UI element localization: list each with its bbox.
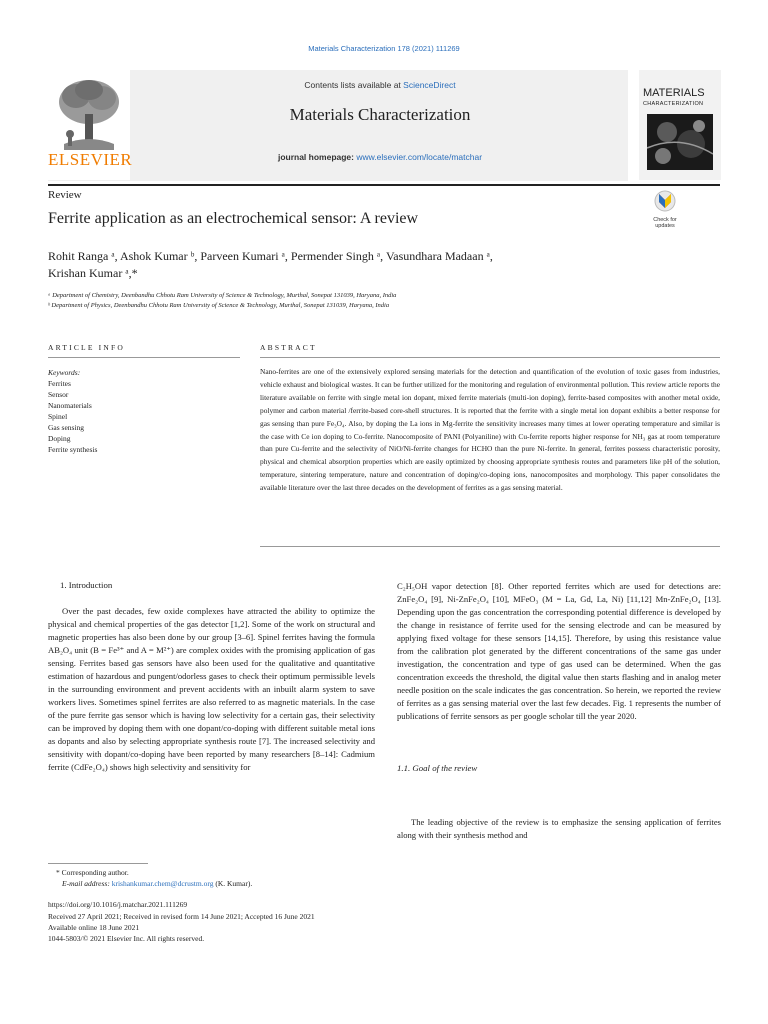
article-info-heading: ARTICLE INFO — [48, 343, 125, 352]
article-type: Review — [48, 189, 82, 201]
goal-heading: 1.1. Goal of the review — [397, 763, 478, 773]
goal-paragraph: The leading objective of the review is to emphasize the sensing application of ferrites along with their synthesis method and — [397, 817, 721, 840]
contents-prefix: Contents lists available at — [304, 80, 404, 90]
keyword: Spinel — [48, 412, 68, 421]
cover-title: MATERIALS — [643, 87, 705, 99]
journal-homepage-line — [130, 152, 630, 162]
contents-line — [130, 80, 630, 90]
email-suffix: (K. Kumar). — [215, 879, 253, 888]
copyright: 1044-5803/© 2021 Elsevier Inc. All rights reserved. — [48, 934, 205, 943]
abstract-bottom-rule — [260, 546, 720, 547]
affiliation-b: ᵇ Department of Physics, Deenbandhu Chhotu Ram University of Science & Technology, Murthal, Sonepat 131039, Haryana, India — [48, 302, 390, 309]
authors-line-1: Rohit Ranga ᵃ, Ashok Kumar ᵇ, Parveen Kumari ᵃ, Permender Singh ᵃ, Vasundhara Madaan ᵃ, — [48, 249, 493, 263]
elsevier-wordmark: ELSEVIER — [48, 150, 133, 169]
article-info-rule — [48, 357, 240, 358]
article-title: Ferrite application as an electrochemical sensor: A review — [48, 210, 419, 227]
email-line — [62, 879, 252, 888]
crossmark-icon — [654, 190, 676, 212]
doi-link[interactable]: https://doi.org/10.1016/j.matchar.2021.111269 — [48, 900, 188, 909]
keyword: Nanomaterials — [48, 401, 92, 410]
introduction-column-left — [48, 605, 375, 774]
email-link[interactable]: krishankumar.chem@dcrustm.org — [111, 879, 214, 888]
keyword: Doping — [48, 434, 71, 443]
abstract-heading: ABSTRACT — [260, 343, 317, 352]
received-dates: Received 27 April 2021; Received in revised form 14 June 2021; Accepted 16 June 2021 — [48, 912, 315, 921]
journal-citation-link[interactable]: Materials Characterization 178 (2021) 111269 — [308, 44, 460, 53]
email-label: E-mail address: — [62, 879, 110, 888]
cover-image — [647, 114, 713, 170]
keyword: Ferrite synthesis — [48, 445, 98, 454]
journal-cover[interactable] — [639, 70, 721, 180]
intro-paragraph-continued: C₂H₅OH vapor detection [8]. Other reported ferrites which are used for detections are: ZnFe₂O₄ [9], Ni-ZnFe₂O₄ [10], MFeO₃ (M = La, Gd, La, Ni) [11,12] Mn-ZnFe₂O₄ [13]. Depending upon the gas concentration the corresponding potential difference is developed by the change in resistance of ferrite used for the sensing electrode and can be measured by applying fixed voltage for these sensors [14,15]. Therefore, by using this resistance value from the calibration plot generated by the different concentrations of the same gas under investigation, the concentration and type of gas used can be determined. When the gas concentration exceeds the threshold, the digital value then starts flashing and in analog meter needle position on the scale indicates the gas concentration. So herein, we reported the review of ferrites as a gas sensing material over the last few decades. Fig. 1 represents the number of publications of ferrite sensors as per google scholar till the year 2020. — [397, 581, 721, 721]
abstract-rule — [260, 357, 720, 358]
keyword: Sensor — [48, 390, 69, 399]
header-divider — [48, 184, 720, 186]
homepage-link[interactable]: www.elsevier.com/locate/matchar — [356, 152, 483, 162]
journal-title: Materials Characterization — [289, 105, 471, 124]
goal-column — [397, 816, 721, 842]
keyword: Gas sensing — [48, 423, 85, 432]
keywords-label: Keywords: — [48, 368, 81, 377]
sciencedirect-link[interactable]: ScienceDirect — [403, 80, 456, 90]
author-list — [48, 248, 708, 282]
corresponding-author-note: * Corresponding author. — [56, 868, 129, 877]
abstract-text: Nano-ferrites are one of the extensively explored sensing materials for the detection and quantification of the evolution of toxic gases from industries, vehicle exhaust and biological wastes. It can be further utilized for the monitoring and regulation of environmental pollution. This review article reports the literature available on ferrite with single metal ion dopant, mixed ferrite materials (multi-ion doping), ferrite-based composites with another metal oxide, polymer and carbon material /ferrite-based core-shell structures. It is reported that the ferrite with a single metal ion dopant exhibits a better response for gas sensing than pure Fe₃O₄. Also, by doping the La ions in Mg-ferrite the sensitivity increases many times at lower operating temperature and similar is the case with Ce ion doping to Co-ferrite. Nanocomposite of PANI (Polyaniline) with Cu-ferrite reports higher response for NH₃ gas at room temperature than pure Cu-ferrite and the selectivity of NiO/Ni-ferrite changes for HCHO than the pure Ni-ferrite. In general, ferrites possess characteristic porosity, physical and chemical absorption properties which are easily optimized by choosing appropriate synthesis routes and parameters like pH of the solution, temperature, sintering temperature, nature and concentration of doping/co-doping ions, nanocomposites and morphology. This paper consolidates the available literature over the last three decades on the development of ferrites as a gas sensing material. — [260, 367, 720, 493]
elsevier-tree-icon — [54, 74, 124, 150]
affiliation-a: ᵃ Department of Chemistry, Deenbandhu Chhotu Ram University of Science & Technology, Murthal, Sonepat 131039, Haryana, India — [48, 292, 397, 299]
check-for-updates-badge[interactable] — [644, 190, 686, 230]
cover-subtitle: CHARACTERIZATION — [643, 101, 704, 107]
introduction-heading: 1. Introduction — [60, 580, 113, 590]
crossmark-label-1: Check for — [653, 217, 677, 223]
intro-paragraph: Over the past decades, few oxide complexes have attracted the ability to optimize the physical and chemical properties of the gas detector [1,2]. Some of the work on structural and magnetic properties has also been done by our group [3–6]. Spinel ferrites having the formula AB₂O₄ unit (B = Fe³⁺ and A = M²⁺) are complex oxides with the promising application of gas sensing. Ferrites based gas sensors have also been used for the qualitative and quantitative estimation of hazardous and pungent/odorless gases to check their optimum permissible levels in the surrounding environment and prevent accidents with an inbuilt alarm system to save workers lives. Sometimes spinel ferrites are also referred to as magnetic materials. In the case of the pure ferrite gas sensor which is having low selectivity for a certain gas, their selectivity can be improved by doping them with one dopant/co-doping with different suitable metal ions as dopants and also by selecting appropriate synthesis route [7]. The increased selectivity and sensitivity with dopant/co-doping have been reported by many researchers [8–14]: Cadmium ferrite (CdFe₂O₄) shows high selectivity and sensitivity for — [48, 606, 375, 772]
crossmark-label-2: updates — [655, 223, 675, 229]
introduction-column-right — [397, 580, 721, 723]
footnote-divider — [48, 863, 148, 864]
elsevier-logo[interactable] — [48, 70, 133, 180]
authors-line-2: Krishan Kumar ᵃ,* — [48, 266, 138, 280]
homepage-label: journal homepage: — [277, 152, 354, 162]
keyword: Ferrites — [48, 379, 71, 388]
available-online: Available online 18 June 2021 — [48, 923, 140, 932]
